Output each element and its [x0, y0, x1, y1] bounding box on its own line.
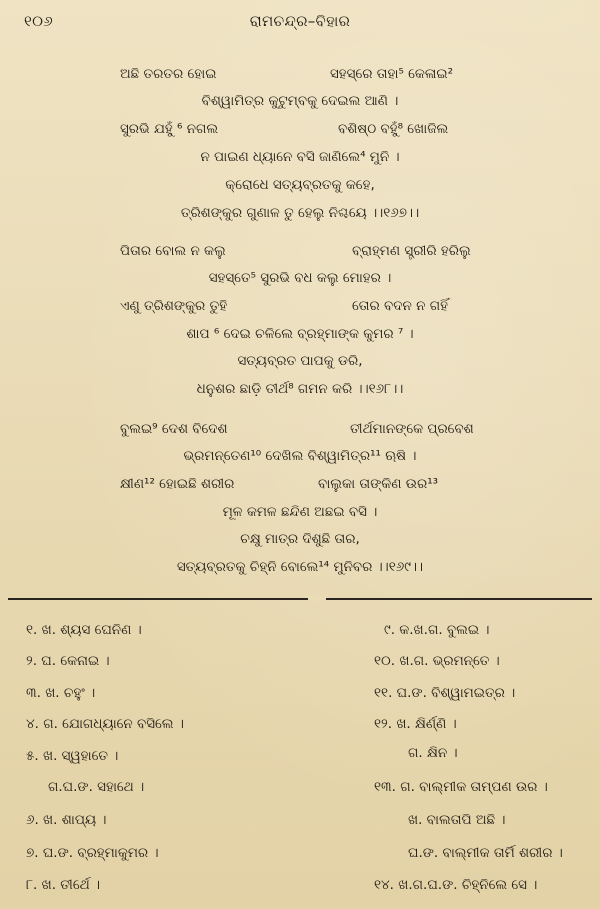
verse-center: ସତ୍ୟବ୍ରତକୁ ଚିହ୍ନି ବୋଲେ¹⁴ ମୁନିବର ।।୧୬୯।। — [176, 559, 424, 575]
footnote: ୧୦. ଖ.ଗ. ଭ୍ରମନ୍ତେ । — [374, 653, 500, 669]
verse-left: ସୁରଭି ଯହୁଁ ⁶ ନଗଲ — [120, 121, 219, 137]
page-number: ୧୦୬ — [24, 12, 53, 30]
verse-center: ନ ପାଇଣ ଧ୍ୟାନେ ବସି ଜାଣିଲେ⁴ ମୁନି । — [200, 149, 400, 165]
verse-center: ଚକ୍ଷୁ ମାତ୍ର ଦିଶୁଛି ତାର, — [240, 531, 360, 547]
verse-left: ଅଛି ତରତର ହୋଇ — [120, 66, 217, 82]
footnote: ଗ.ଘ.ଙ. ସହାଥେ । — [48, 779, 145, 795]
verse-center: ବିଶ୍ୱାମିତ୍ର କୁଟୁମ୍ବକୁ ଦେଇଲ ଆଣି । — [201, 93, 399, 109]
footnote: ୧. ଖ. ଶ୍ୟସ ଘେନିଣ । — [26, 622, 142, 638]
verse-right: ବଶିଷ୍ଠ ବହୁଁ⁸ ଖୋଜିଲ — [338, 121, 449, 137]
footnote: ୫. ଖ. ସ୍ୱହାତେ । — [26, 748, 119, 764]
footnote: ୧୪. ଖ.ଗ.ଘ.ଙ. ଚିହ୍ନିଲେ ସେ । — [374, 877, 538, 893]
verse-right: ସହସ୍ରେ ତାହା⁵ କେଳାଇ² — [330, 66, 453, 82]
footnote: ଖ. ବାଲତାପି ଅଛି । — [408, 812, 506, 828]
verse-center: ମୂଳ କମଳ ଛନ୍ଦିଣ ଅଛଇ ବସି । — [222, 504, 378, 520]
verse-center: ଧନୁଶର ଛାଡ଼ି ତୀର୍ଥ⁸ ଗମନ କରି ।।୧୬୮।। — [196, 381, 404, 397]
verse-center: ସହସ୍ତେ⁵ ସୁରଭି ବଧ କଲୁ ମୋହର । — [208, 270, 392, 286]
verse-center: କ୍ରୋଧେ ସତ୍ୟବ୍ରତକୁ କହେ, — [225, 177, 375, 193]
verse-left: କ୍ଷୀଣ¹² ହୋଇଛି ଶରୀର — [120, 476, 235, 492]
verse-right: ତୀର୍ଥମାନଙ୍କେ ପ୍ରବେଶ — [350, 421, 474, 437]
footnote-divider — [8, 598, 592, 600]
footnote: ୭. ଘ.ଙ. ବ୍ରହ୍ମାକୁମର । — [26, 845, 159, 861]
verse-right: ବାଲୁକା ତାଙ୍କିଣ ଉର¹³ — [318, 476, 439, 492]
verse-right: ବ୍ରାହ୍ମଣ ସ୍ତ୍ରୀରି ହରିଲୁ — [352, 243, 471, 259]
verse-right: ତୋର ବଦନ ନ ଗହିଁ — [352, 298, 448, 314]
divider-gap — [308, 597, 326, 601]
verse-center: ତ୍ରିଶଙ୍କୁର ଗୁଣାଳ ତୁ ହେଲୁ ନିଶ୍ଚୟେ ।।୧୬୭।। — [180, 205, 420, 221]
footnote: ଗ. କ୍ଷିନ । — [408, 745, 458, 761]
footnote: ୮. ଖ. ତୀର୍ଥେ । — [26, 877, 101, 893]
footnote: ଘ.ଙ. ବାଲ୍ମୀକ ତାର୍ମି ଶରୀର । — [408, 845, 563, 861]
footnote: ୩. ଖ. ଚହୁଂ । — [26, 685, 96, 701]
verse-left: ବୁଲଇ⁹ ଦେଶ ବିଦେଶ — [120, 421, 228, 437]
page-header — [0, 8, 600, 36]
verse-center: ଶାପ ⁶ ଦେଇ ଚଳିଲେ ବ୍ରହ୍ମାଙ୍କ କୁମର ⁷ । — [186, 326, 414, 342]
footnote: ୧୩. ଗ. ବାଲ୍ମୀକ ତାମ୍ପଣ ଉର । — [374, 779, 548, 795]
running-title: ରାମଚନ୍ଦ୍ର–ବିହାର — [249, 12, 351, 30]
footnote: ୨. ଘ. କେନାଇ । — [26, 653, 110, 669]
verse-left: ଏଣୁ ତ୍ରିଶଙ୍କୁର ତୁହି — [120, 298, 228, 314]
footnote: ୧୧. ଘ.ଙ. ବିଶ୍ୱାମଇତ୍ର । — [374, 685, 516, 701]
footnote: ୪. ଗ. ଯୋଗଧ୍ୟାନେ ବସିଲେ । — [26, 716, 184, 732]
verse-center: ଭ୍ରମନ୍ତେଣ¹⁰ ଦେଖିଲ ବିଶ୍ୱାମିତ୍ର¹¹ ଋଷି । — [183, 448, 417, 464]
footnote: ୧୨. ଖ. କ୍ଷିର୍ଣ୍ଣି । — [374, 716, 457, 732]
verse-center: ସତ୍ୟବ୍ରତ ପାପକୁ ଡରି, — [237, 353, 363, 369]
footnote: ୯. କ.ଖ.ଗ. ବୁଲଇ । — [384, 622, 490, 638]
footnote: ୬. ଖ. ଶାପ୍ୟ । — [26, 812, 107, 828]
verse-left: ପିତାର ବୋଲ ନ କଲୁ — [120, 243, 226, 259]
